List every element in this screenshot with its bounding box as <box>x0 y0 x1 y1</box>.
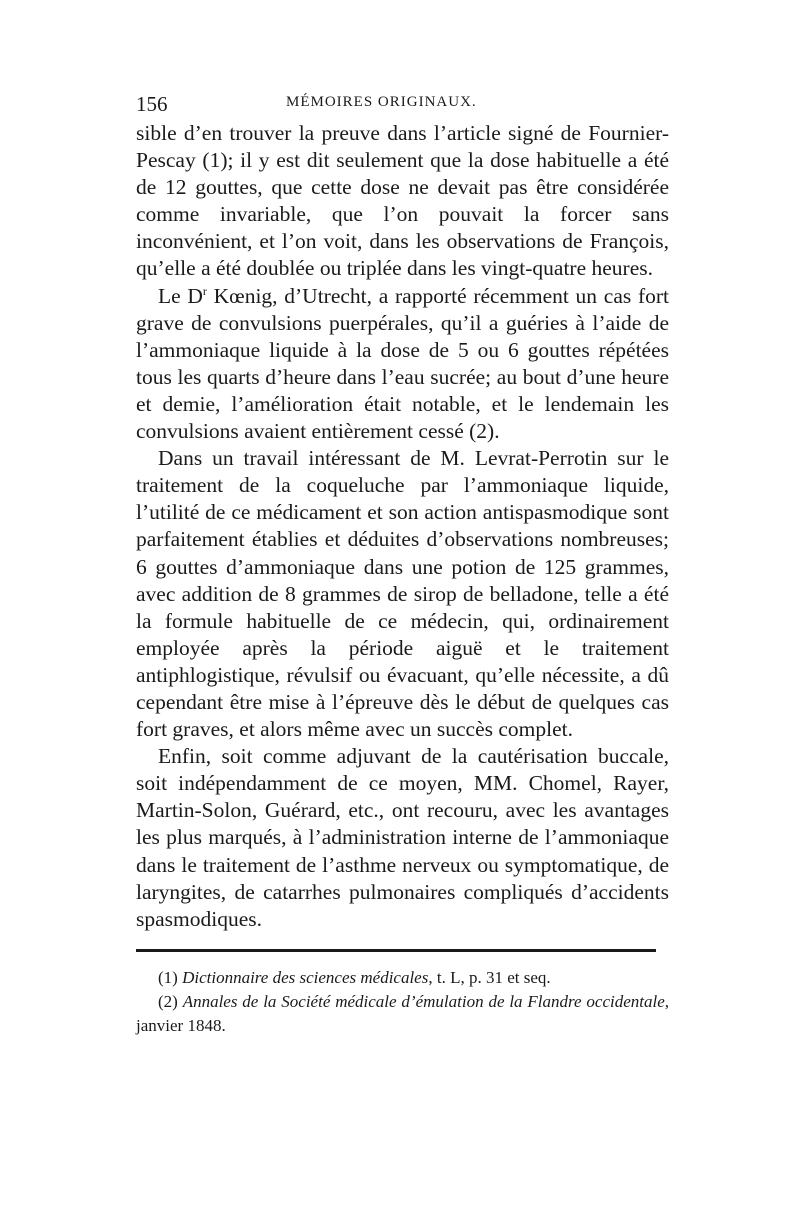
paragraph-2 <box>136 283 669 446</box>
footnote-marker: (2) <box>158 991 178 1011</box>
footnote-marker: (1) <box>158 967 178 987</box>
footnote-detail: , t. L, p. 31 et seq. <box>428 967 551 987</box>
paragraph-1 <box>136 120 669 283</box>
body-text <box>136 120 669 933</box>
running-head: MÉMOIRES ORIGINAUX. <box>286 94 477 110</box>
footnote-2 <box>136 990 669 1038</box>
superscript: r <box>202 283 207 298</box>
footnote-1 <box>136 966 669 990</box>
page-number: 156 <box>136 92 168 116</box>
footnote-divider <box>136 949 656 952</box>
paragraph-text: Kœnig, d’Utrecht, a rapporté récemment un cas fort grave de convulsions puerpérales, qu’il a guéries à l’aide de l’ammoniaque liquide à la dose de 5 ou 6 gouttes répétées tous les quarts d’heure dans l’eau sucrée; au bout d’une heure et demie, l’amélioration était notable, et le lendemain les convulsions avaient entièrement cessé (2). <box>136 283 669 444</box>
paragraph-text: Le D <box>158 283 203 308</box>
paragraph-text: Dans un travail intéressant de M. Levrat-Perrotin sur le traitement de la coqueluche par l’ammoniaque liquide, l’utilité de ce médicament et son action antispasmodique sont parfaitement établies et déduites d’observations nombreuses; 6 gouttes d’ammoniaque dans une potion de 125 grammes, avec addition de 8 grammes de sirop de belladone, telle a été la formule habituelle de ce médecin, qui, ordinairement employée après la période aiguë et le traitement antiphlogistique, révulsif ou évacuant, qu’elle nécessite, a dû cependant être mise à l’épreuve dès le début de quelques cas fort graves, et alors même avec un succès complet. <box>136 446 669 742</box>
paragraph-3 <box>136 445 669 743</box>
book-page <box>136 92 669 1038</box>
footnotes <box>136 966 669 1038</box>
paragraph-text: sible d’en trouver la preuve dans l’article signé de Fournier-Pescay (1); il y est dit seulement que la dose habituelle a été de 12 gouttes, que cette dose ne devait pas être considérée comme invariable, que l’on pouvait la forcer sans inconvénient, et l’on voit, dans les observations de François, qu’elle a été doublée ou triplée dans les vingt-quatre heures. <box>136 121 669 281</box>
page-header <box>136 92 669 120</box>
paragraph-4 <box>136 743 669 933</box>
footnote-title: Dictionnaire des sciences médicales <box>182 967 429 987</box>
footnote-detail: , janvier 1848. <box>136 991 670 1035</box>
footnote-title: Annales de la Société médicale d’émulation de la Flandre occidentale <box>182 991 665 1011</box>
paragraph-text: Enfin, soit comme adjuvant de la cautérisation buccale, soit indépendamment de ce moyen, MM. Chomel, Rayer, Martin-Solon, Guérard, etc., ont recouru, avec les avantages les plus marqués, à l’administration interne de l’ammoniaque dans le traitement de l’asthme nerveux ou symptomatique, de laryngites, de catarrhes pulmonaires compliqués d’accidents spasmodiques. <box>136 744 669 931</box>
